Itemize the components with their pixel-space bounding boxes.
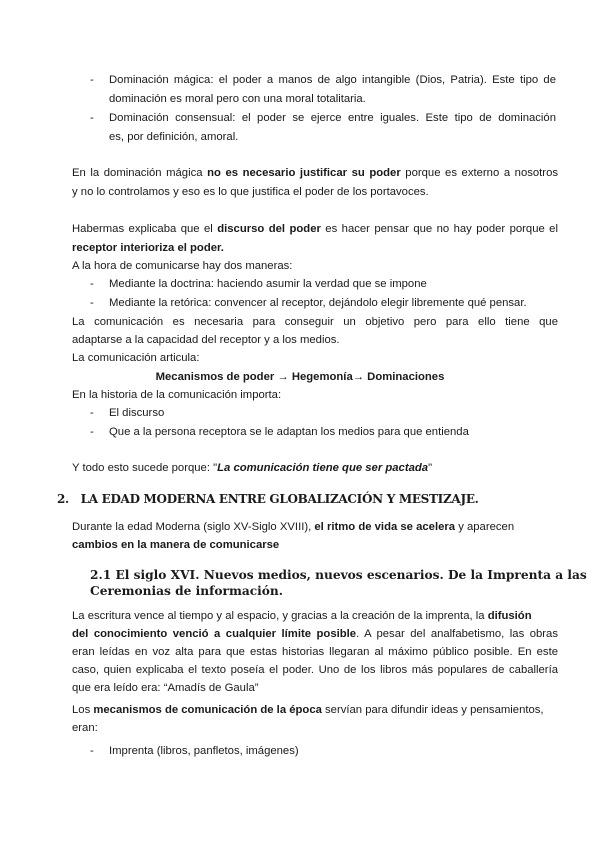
subheading-number: 2.1 bbox=[90, 568, 112, 582]
text: porque es externo a nosotros bbox=[400, 167, 558, 179]
bullet-marker: - bbox=[90, 426, 94, 438]
list-item-text: Dominación consensual: el poder se ejerce entre iguales. Este tipo de dominación bbox=[109, 112, 556, 124]
section-heading bbox=[57, 492, 479, 506]
bullet-marker: - bbox=[90, 112, 94, 124]
bold-text: el ritmo de vida se acelera bbox=[314, 521, 456, 533]
heading-number: 2. bbox=[57, 492, 69, 506]
list-item-text: es, por definición, amoral. bbox=[109, 131, 239, 143]
list-item-text: Imprenta (libros, panfletos, imágenes) bbox=[109, 745, 299, 757]
paragraph-printing bbox=[72, 607, 558, 626]
list-item-text: Mediante la doctrina: haciendo asumir la verdad que se impone bbox=[109, 278, 427, 290]
list-item-text: Dominación mágica: el poder a manos de algo intangible (Dios, Patria). Este tipo de bbox=[109, 74, 556, 86]
list-item-text: Mediante la retórica: convencer al receptor, dejándolo elegir libremente qué pensar. bbox=[109, 297, 527, 309]
history-intro: En la historia de la comunicación importa: bbox=[72, 389, 282, 401]
bullet-marker: - bbox=[90, 407, 94, 419]
subsection-heading-line2: Ceremonias de información. bbox=[90, 584, 284, 598]
bullet-marker: - bbox=[90, 278, 94, 290]
paragraph-line: La comunicación articula: bbox=[72, 352, 200, 364]
bold-text: no es necesario justificar su poder bbox=[207, 167, 401, 179]
paragraph-magic-domination bbox=[72, 164, 558, 183]
bullet-marker: - bbox=[90, 745, 94, 757]
text: La escritura vence al tiempo y al espacio, y gracias a la creación de la imprenta, la bbox=[72, 610, 488, 622]
text: . A pesar del analfabetismo, las obras bbox=[356, 628, 558, 640]
bold-text: discurso del poder bbox=[217, 223, 321, 235]
bold-text: receptor interioriza el poder. bbox=[72, 242, 224, 254]
bold-italic-text: La comunicación tiene que ser pactada bbox=[217, 462, 429, 474]
text: servían para difundir ideas y pensamientos, bbox=[321, 704, 544, 716]
mechanisms-flow: Mecanismos de poder → Hegemonía→ Dominaciones bbox=[155, 371, 445, 383]
subheading-title: El siglo XVI. Nuevos medios, nuevos escenarios. De la Imprenta a las bbox=[115, 568, 587, 582]
paragraph-line: caso, quien explicaba el texto poseía el poder. Uno de los libros más populares de caballería bbox=[72, 664, 558, 676]
bold-text: mecanismos de comunicación de la época bbox=[93, 704, 322, 716]
ways-intro: A la hora de comunicarse hay dos maneras: bbox=[72, 260, 293, 272]
paragraph-line: y no lo controlamos y eso es lo que justifica el poder de los portavoces. bbox=[72, 186, 429, 198]
paragraph-line bbox=[72, 625, 558, 644]
paragraph-line: adaptarse a la capacidad del receptor y a los medios. bbox=[72, 334, 340, 346]
bold-text: cambios en la manera de comunicarse bbox=[72, 539, 280, 551]
bullet-marker: - bbox=[90, 74, 94, 86]
paragraph-mechanisms bbox=[72, 701, 558, 720]
paragraph-line: que era leído era: “Amadís de Gaula” bbox=[72, 682, 259, 694]
conclusion bbox=[72, 459, 432, 478]
list-item-text: El discurso bbox=[109, 407, 165, 419]
text: En la dominación mágica bbox=[72, 167, 208, 179]
paragraph-line: eran leídas en voz alta para que estas historias llegaran al máximo público posible. En este bbox=[72, 646, 558, 658]
heading-title: LA EDAD MODERNA ENTRE GLOBALIZACIÓN Y MESTIZAJE. bbox=[80, 492, 479, 506]
text: Durante la edad Moderna (siglo XV-Siglo XVIII), bbox=[72, 521, 315, 533]
bullet-marker: - bbox=[90, 297, 94, 309]
list-item-text: Que a la persona receptora se le adaptan los medios para que entienda bbox=[109, 426, 469, 438]
list-item-text: dominación es moral pero con una moral totalitaria. bbox=[109, 93, 366, 105]
text: Habermas explicaba que el bbox=[72, 223, 218, 235]
paragraph-line: La comunicación es necesaria para conseguir un objetivo pero para ello tiene que bbox=[72, 316, 558, 328]
text: " bbox=[428, 462, 433, 474]
paragraph-line bbox=[72, 239, 224, 258]
text: es hacer pensar que no hay poder porque el bbox=[320, 223, 558, 235]
paragraph-habermas bbox=[72, 220, 558, 239]
subsection-heading bbox=[90, 567, 587, 584]
section-intro bbox=[72, 518, 514, 537]
text: Y todo esto sucede porque: " bbox=[72, 462, 218, 474]
paragraph-line bbox=[72, 536, 279, 555]
text: y aparecen bbox=[455, 521, 515, 533]
text: Los bbox=[72, 704, 94, 716]
paragraph-line: eran: bbox=[72, 722, 98, 734]
bold-text: del conocimiento venció a cualquier límite posible bbox=[72, 628, 357, 640]
bold-text: difusión bbox=[487, 610, 532, 622]
